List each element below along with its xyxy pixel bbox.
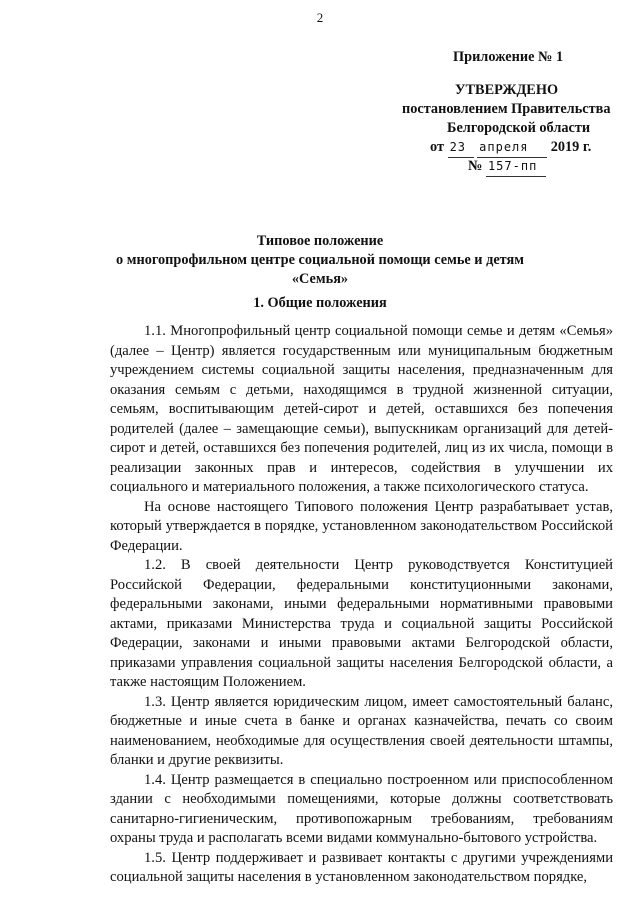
approved-label: УТВЕРЖДЕНО	[455, 82, 559, 98]
paragraph: На основе настоящего Типового положения Центр разрабатывает устав, который утверждается в порядке, установленном законодательством Российской Федерации.	[110, 498, 613, 554]
title-line-1: Типовое положение	[256, 233, 384, 249]
title-line-2: о многопрофильном центре социальной помощи семье и детям	[116, 252, 524, 268]
date-day: 23	[448, 138, 474, 158]
date-year: 2019 г.	[550, 139, 592, 155]
paragraph: 1.1. Многопрофильный центр социальной помощи семье и детям «Семья» (далее – Центр) является государственным или муниципальным бюджетным учреждением системы социальной защиты населения, предназначенным для оказания семьям с детьми, находящимся в трудной жизненной ситуации, семьям, воспитывающим детей-сирот и детей, оставшихся без попечения родителей (далее – замещающие семьи), выпускникам организаций для детей-сирот и детей, оставшихся без попечения родителей, лиц из их числа, помощи в реализации законных прав и интересов, содействия в улучшении их социального и материального положения, а также психологического статуса.	[110, 323, 613, 495]
region-label: Белгородской области	[447, 120, 591, 136]
appendix-label: Приложение № 1	[453, 49, 564, 65]
decree-label: постановлением Правительства	[402, 101, 611, 117]
section-heading: 1. Общие положения	[253, 295, 387, 311]
date-month: апреля	[477, 138, 547, 158]
page-number: 2	[316, 10, 324, 25]
paragraph: 1.5. Центр поддерживает и развивает контакты с другими учреждениями социальной защиты населения в установленном законодательством порядке,	[110, 849, 613, 885]
approval-date	[430, 138, 591, 158]
document-title	[0, 232, 640, 289]
number-prefix: №	[468, 158, 483, 174]
title-line-3: «Семья»	[291, 271, 349, 287]
number-value: 157-пп	[486, 157, 546, 177]
document-body	[110, 322, 613, 888]
paragraph: 1.4. Центр размещается в специально построенном или приспособленном здании с необходимыми помещениями, которые должны соответствовать санитарно-гигиеническим, противопожарным требованиям, требованиям охраны труда и располагать всеми видами коммунально-бытового устройства.	[110, 771, 613, 846]
date-prefix: от	[430, 139, 444, 155]
approval-number	[468, 157, 546, 177]
paragraph: 1.3. Центр является юридическим лицом, имеет самостоятельный баланс, бюджетные и иные счета в банке и органах казначейства, печать со своим наименованием, необходимые для осуществления своей деятельности штампы, бланки и другие реквизиты.	[110, 693, 613, 768]
paragraph: 1.2. В своей деятельности Центр руководствуется Конституцией Российской Федерации, федеральными конституционными законами, федеральными законами, иными федеральными нормативными правовыми актами, приказами Министерства труда и социальной защиты Российской Федерации, законами и иными правовыми актами Белгородской области, приказами управления социальной защиты населения Белгородской области, а также настоящим Положением.	[110, 557, 613, 690]
